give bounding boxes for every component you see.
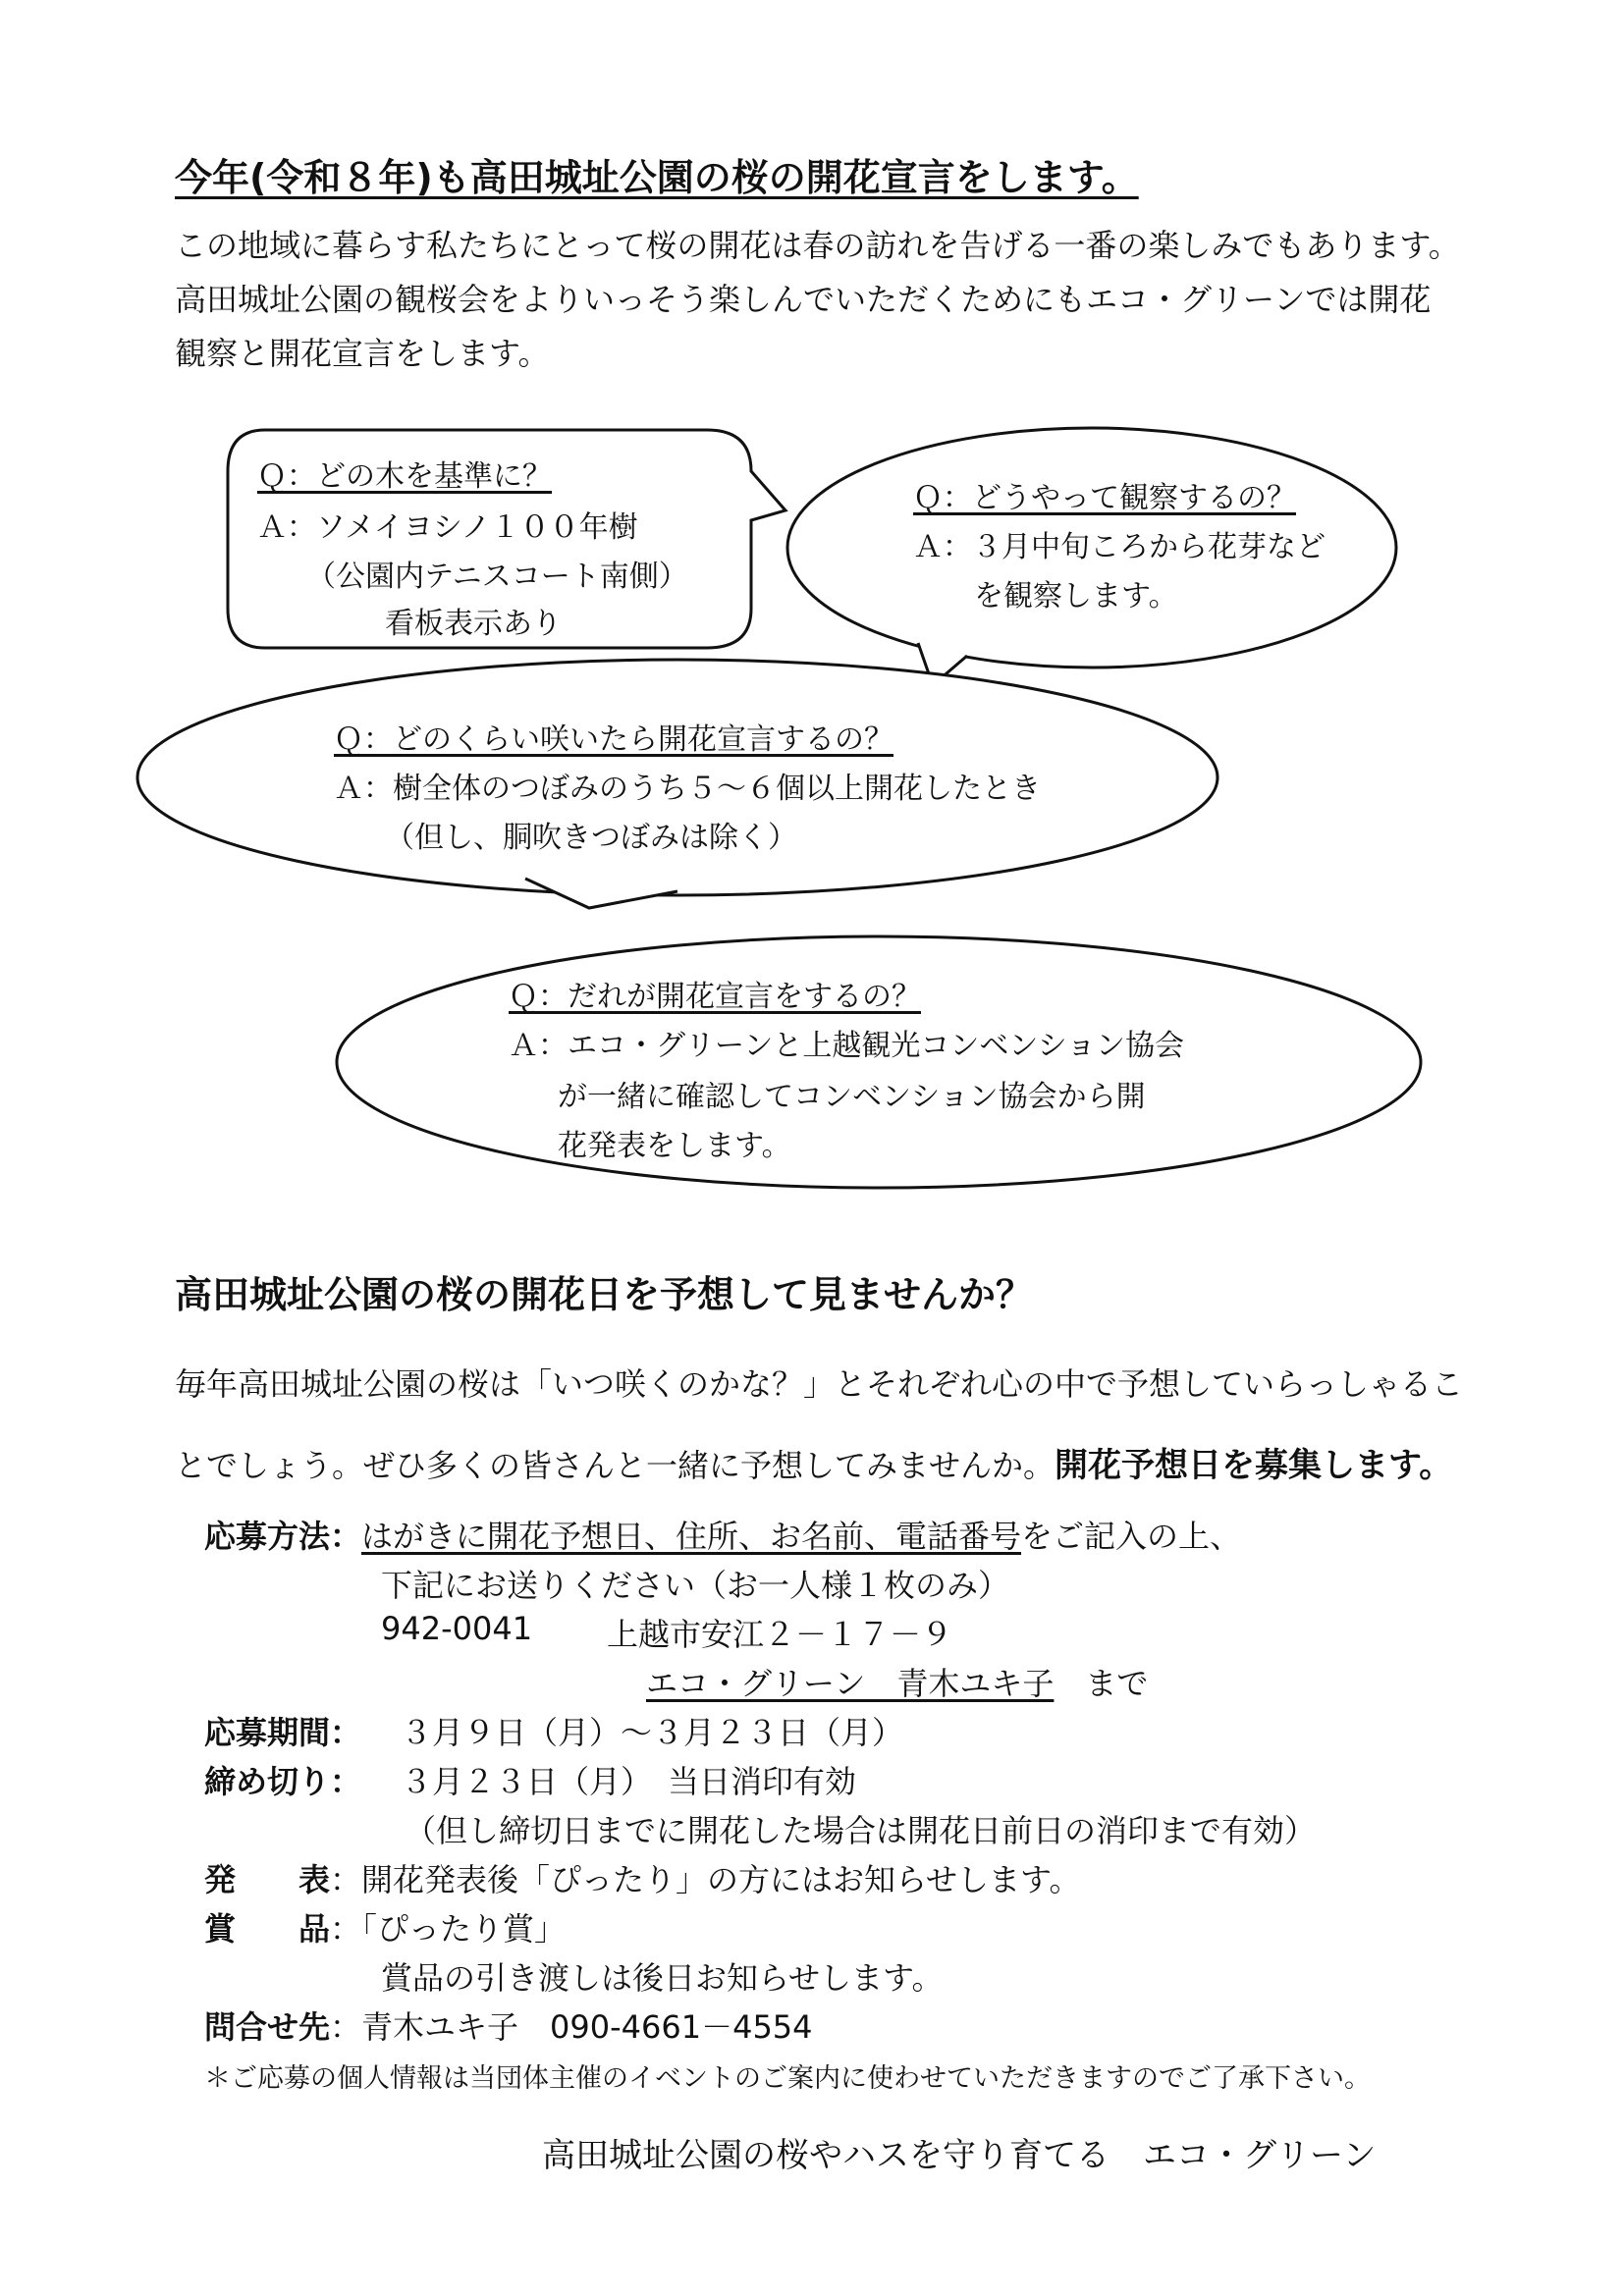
qa-2-question: Ｑ：どうやって観察するの？	[913, 481, 1296, 515]
contact-row	[204, 2002, 813, 2048]
prize-note: 賞品の引き渡しは後日お知らせします。	[381, 1959, 944, 1997]
deadline-note: （但し締切日までに開花した場合は開花日前日の消印まで有効）	[405, 1812, 1317, 1849]
qa-2-answer-2: を観察します。	[974, 579, 1178, 614]
section2-line-2-text: とでしょう。ぜひ多くの皆さんと一緒に予想してみませんか。	[175, 1447, 1056, 1484]
qa-1-answer-1: Ａ：ソメイヨシノ１００年樹	[257, 510, 638, 545]
qa-3-answer-2: （但し、胴吹きつぼみは除く）	[385, 821, 797, 855]
qa-1-question: Ｑ：どの木を基準に？	[257, 459, 552, 494]
recipient-row	[646, 1659, 1148, 1704]
method-label: 応募方法：	[204, 1518, 362, 1555]
qa-3-answer-1: Ａ：樹全体のつぼみのうち５～６個以上開花したとき	[334, 772, 1041, 806]
section2-title: 高田城址公園の桜の開花日を予想して見ませんか？	[175, 1273, 1034, 1316]
intro-line-2: 高田城址公園の観桜会をよりいっそう楽しんでいただくためにもエコ・グリーンでは開花	[175, 281, 1432, 318]
contact-label: 問合せ先	[204, 2008, 331, 2046]
method-underlined: はがきに開花予想日、住所、お名前、電話番号	[361, 1518, 1022, 1555]
prize-value: ：「ぴったり賞」	[330, 1910, 567, 1948]
postal-code: 942-0041	[381, 1610, 533, 1647]
prize-label: 賞 品	[204, 1910, 331, 1948]
method-row	[204, 1512, 1241, 1557]
prize-row	[204, 1904, 566, 1949]
qa-4-answer-3: 花発表をします。	[558, 1129, 791, 1163]
recipient: エコ・グリーン 青木ユキ子	[646, 1665, 1055, 1702]
main-title: 今年(令和８年)も高田城址公園の桜の開花宣言をします。	[175, 156, 1139, 199]
qa-1-answer-3: 看板表示あり	[385, 607, 562, 641]
announce-label: 発 表	[204, 1861, 331, 1898]
qa-3-question: Ｑ：どのくらい咲いたら開花宣言するの？	[334, 722, 893, 757]
deadline-value: ３月２３日（月） 当日消印有効	[401, 1763, 857, 1800]
section2-line-1: 毎年高田城址公園の桜は「いつ咲くのかな？」とそれぞれ心の中で予想していらっしゃるこ	[175, 1365, 1464, 1403]
contact-value: ：青木ユキ子 090-4661－4554	[330, 2008, 813, 2046]
recipient-spacer	[1054, 1665, 1085, 1702]
qa-2-answer-1: Ａ：３月中旬ころから花芽など	[913, 530, 1326, 564]
privacy-note: ＊ご応募の個人情報は当団体主催のイベントのご案内に使わせていただきますのでご了承下さい。	[204, 2063, 1371, 2094]
method-line-2: 下記にお送りください（お一人様１枚のみ）	[381, 1567, 1010, 1604]
intro-line-3: 観察と開花宣言をします。	[175, 335, 550, 372]
section2-line-2	[175, 1438, 1452, 1486]
period-value: ３月９日（月）～３月２３日（月）	[401, 1714, 904, 1751]
recruit-callout: 開花予想日を募集します。	[1055, 1446, 1453, 1485]
qa-1-answer-2: （公園内テニスコート南側）	[306, 560, 688, 594]
announce-row	[204, 1855, 1081, 1900]
deadline-label: 締め切り：	[204, 1763, 362, 1800]
address: 上越市安江２－１７－９	[607, 1616, 953, 1653]
recipient-suffix: まで	[1085, 1665, 1149, 1702]
qa-4-answer-1: Ａ：エコ・グリーンと上越観光コンベンション協会	[509, 1029, 1185, 1063]
footer-organization: 高田城址公園の桜やハスを守り育てる エコ・グリーン	[542, 2136, 1377, 2175]
qa-4-answer-2: が一緒に確認してコンベンション協会から開	[558, 1080, 1146, 1114]
period-label: 応募期間：	[204, 1714, 362, 1751]
announce-value: ：開花発表後「ぴったり」の方にはお知らせします。	[330, 1861, 1081, 1898]
method-rest: をご記入の上、	[1021, 1518, 1242, 1555]
intro-line-1: この地域に暮らす私たちにとって桜の開花は春の訪れを告げる一番の楽しみでもあります。	[175, 227, 1460, 264]
qa-4-question: Ｑ：だれが開花宣言をするの？	[509, 980, 921, 1014]
